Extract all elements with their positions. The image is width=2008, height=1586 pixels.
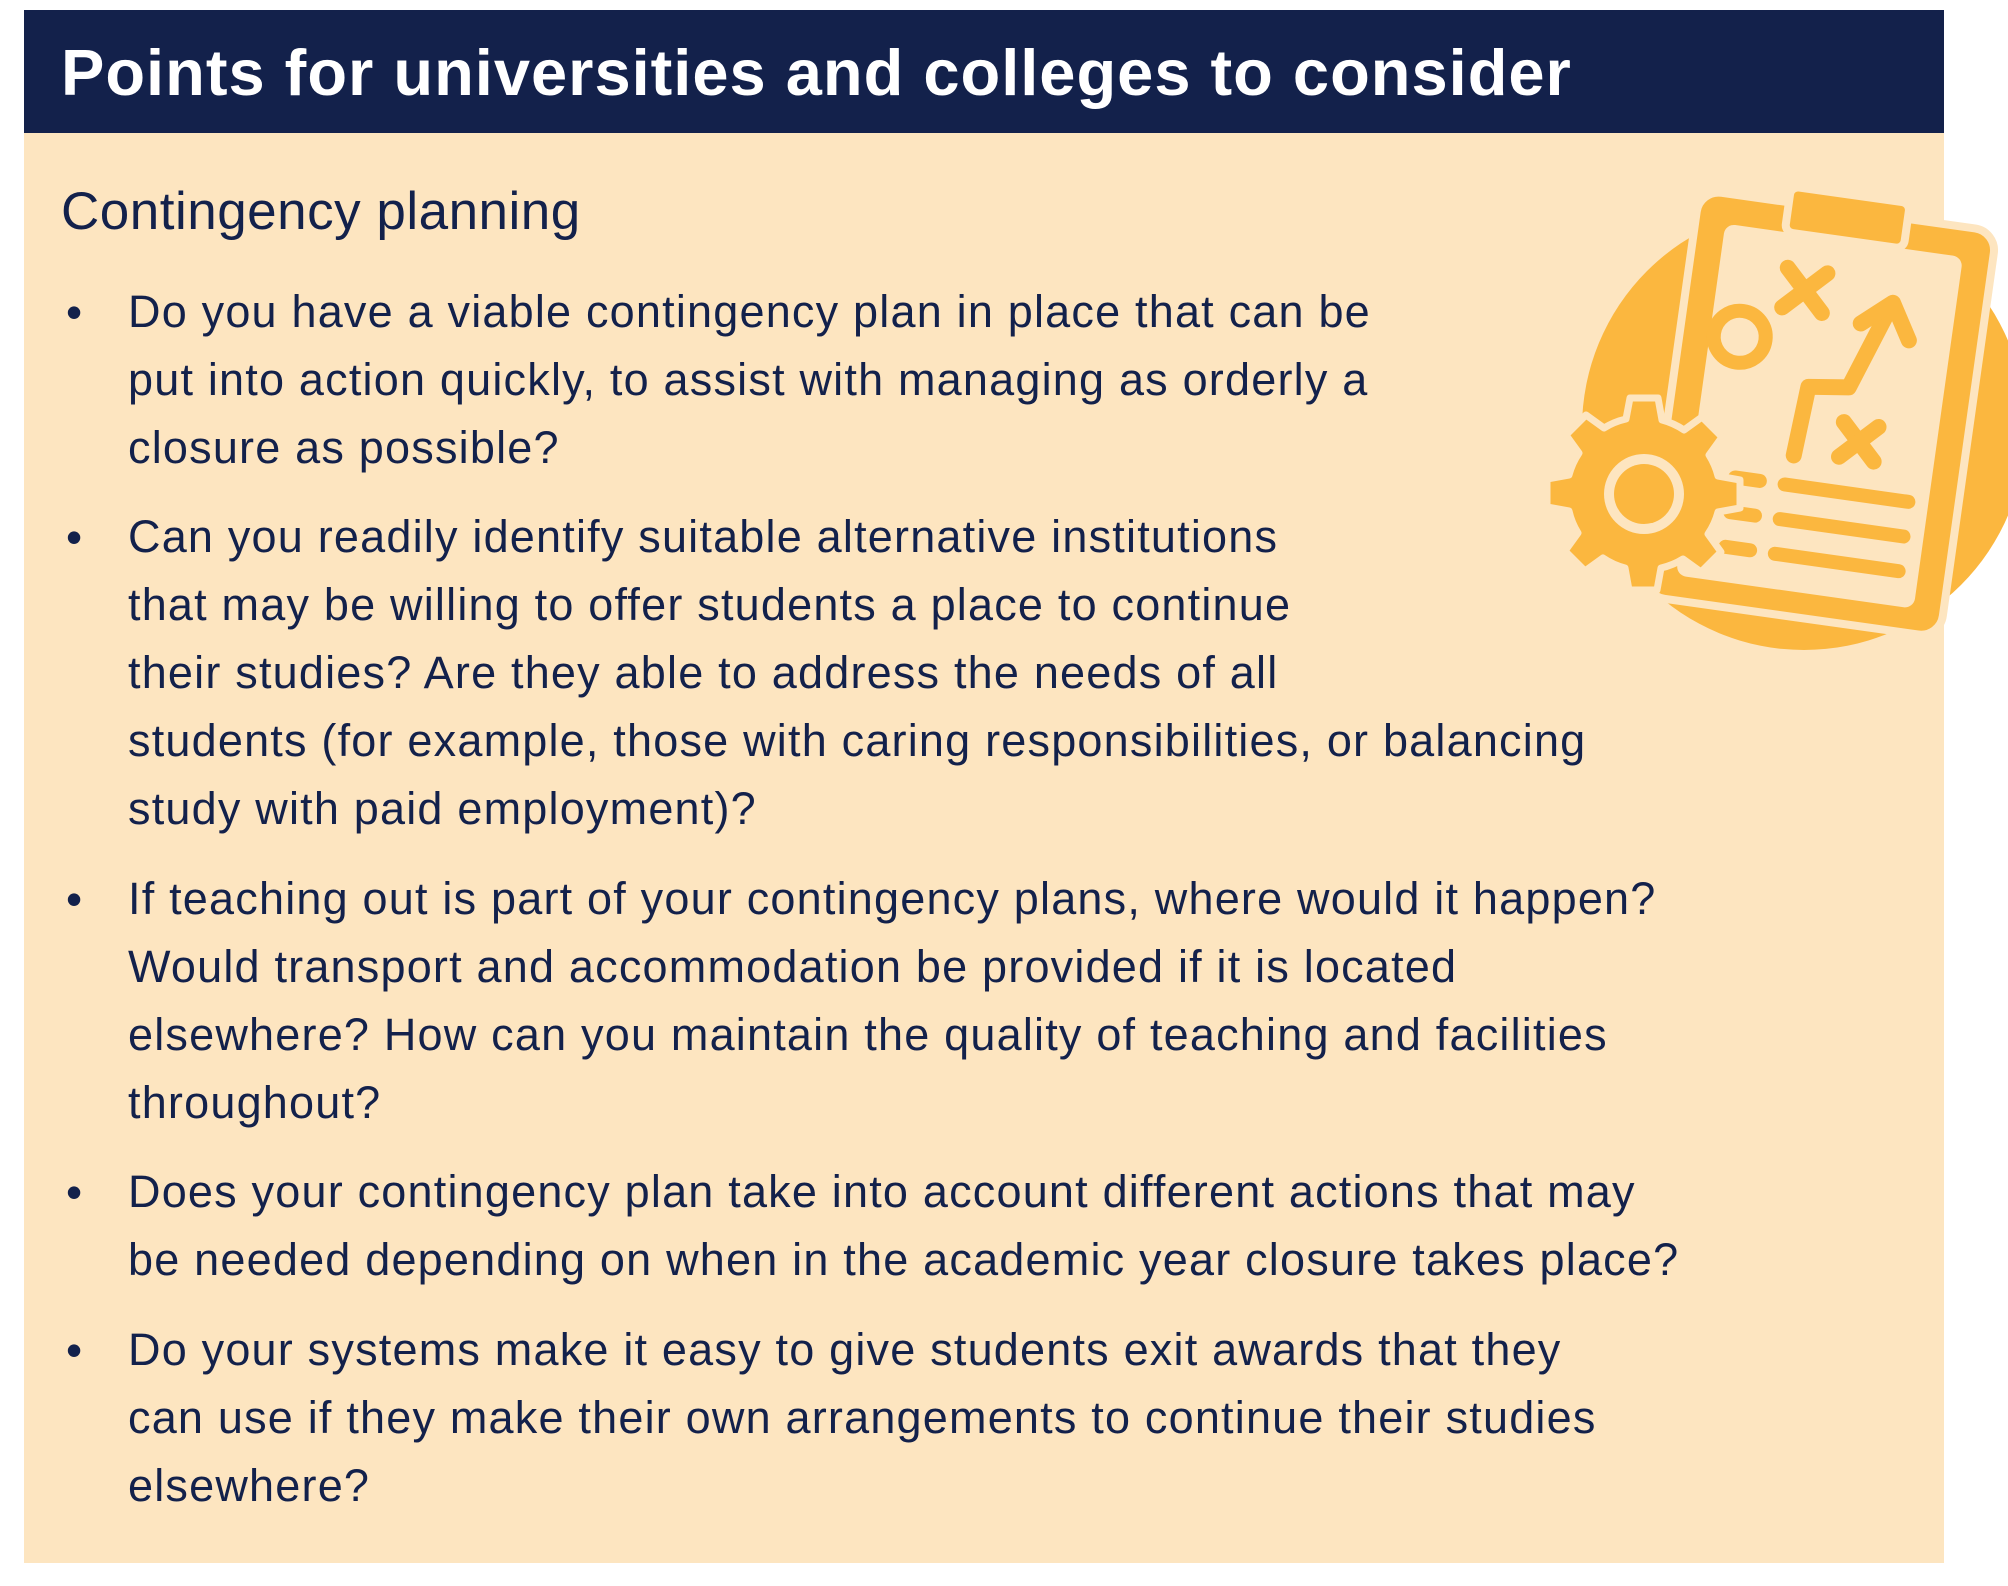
bullet-text: Do you have a viable contingency plan in place that can be put into action quickly, to assist with managing as orderly a closure as possible? <box>128 286 1371 473</box>
strategy-clipboard-icon <box>1529 190 2008 670</box>
bullet-dot: • <box>66 511 83 563</box>
bullet-text: If teaching out is part of your contingency plans, where would it happen? Would transport and accommodation be provided if it is located elsewhere? How can you maintain the quality of teaching and facilities throughout? <box>128 873 1657 1128</box>
bullet-text: Do your systems make it easy to give students exit awards that they can use if they make their own arrangements to continue their studies elsewhere? <box>128 1324 1597 1511</box>
bullet-text: Does your contingency plan take into account different actions that may be needed depending on when in the academic year closure takes place? <box>128 1166 1680 1285</box>
bullet-dot: • <box>66 286 83 338</box>
panel-header <box>24 10 1944 133</box>
bullet-dot: • <box>66 1166 83 1218</box>
gear-icon <box>1547 398 1740 590</box>
bullet-dot: • <box>66 873 83 925</box>
considerations-panel <box>24 10 1944 1563</box>
panel-title: Points for universities and colleges to consider <box>61 36 1572 109</box>
bullet-dot: • <box>66 1324 83 1376</box>
section-heading: Contingency planning <box>61 182 581 241</box>
bullet-text: Can you readily identify suitable alternative institutions that may be willing to offer students a place to continue their studies? Are they able to address the needs of all students (for example, those with caring responsibilities, or balancing study with paid employment)? <box>128 511 1587 834</box>
